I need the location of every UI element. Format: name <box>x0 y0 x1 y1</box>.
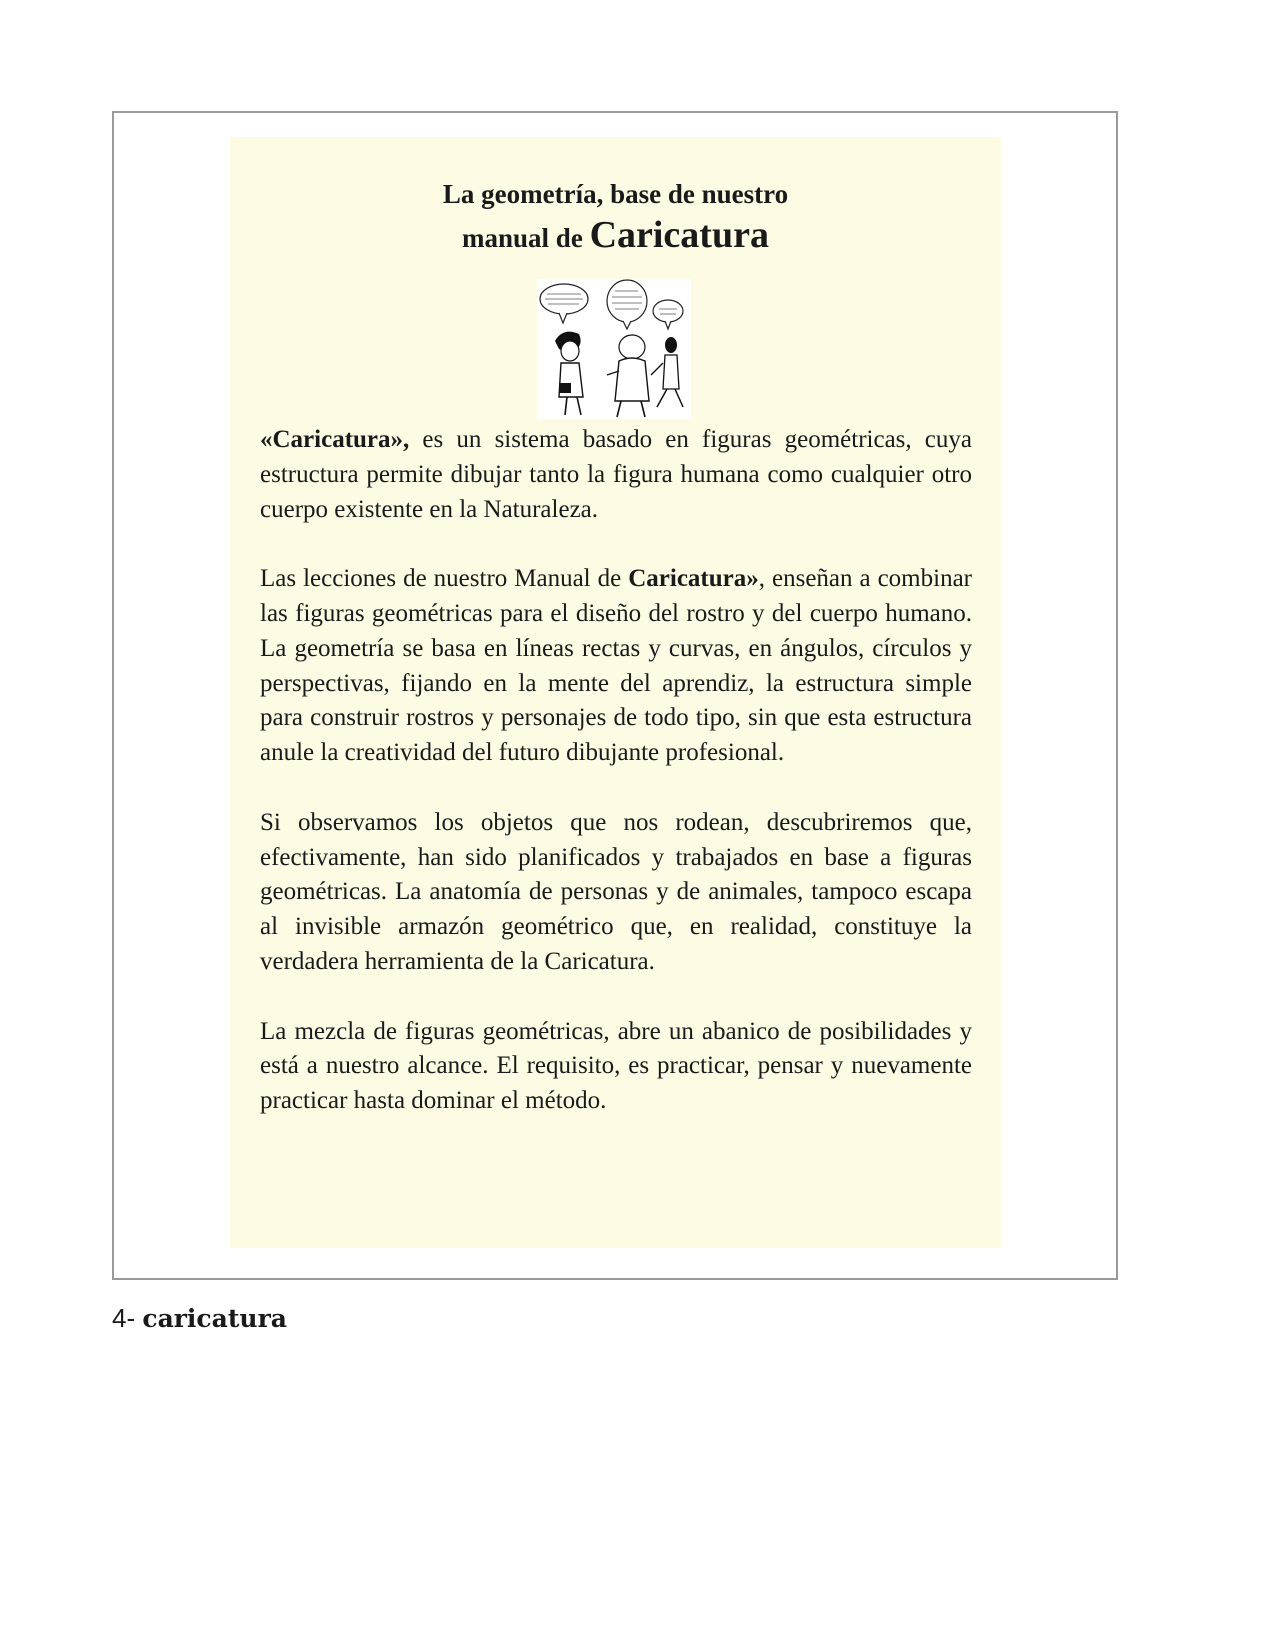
page-footer <box>112 1302 287 1335</box>
p1-text: es un sistema basado en figuras geométricas, cuya estructura permite dibujar tanto la figura humana como cualquier otro cuerpo existente en la Naturaleza. <box>260 426 972 523</box>
text-panel <box>230 137 1001 1248</box>
body-text <box>260 423 972 1154</box>
title-emphasis: Caricatura <box>589 214 769 256</box>
paragraph-4: La mezcla de figuras geométricas, abre un abanico de posibilidades y está a nuestro alcance. El requisito, es practicar, pensar y nuevamente practicar hasta dominar el método. <box>260 1017 972 1115</box>
cartoon-drawing <box>537 279 691 419</box>
p2-text: , enseñan a combinar las figuras geométricas para el diseño del rostro y del cuerpo humano. La geometría se basa en líneas rectas y curvas, en ángulos, círculos y perspectivas, fijando en la mente del aprendiz, la estructura simple para construir rostros y personajes de todo tipo, sin que esta estructura anule la creatividad del futuro dibujante profesional. <box>260 565 972 767</box>
paragraph-1 <box>260 423 972 527</box>
cartoon-illustration <box>537 279 691 419</box>
paragraph-3: Si observamos los objetos que nos rodean, descubriremos que, efectivamente, han sido planificados y trabajados en base a figuras geométricas. La anatomía de personas y de animales, tampoco escapa al invisible armazón geométrico que, en realidad, constituye la verdadera herramienta de la Caricatura. <box>260 808 972 975</box>
p2-bold: Caricatura» <box>628 565 759 593</box>
title-prefix: manual de <box>462 223 590 253</box>
footer-label: caricatura <box>142 1304 287 1333</box>
paragraph-2 <box>260 562 972 771</box>
page-number: 4- <box>112 1303 143 1333</box>
title-line-1: La geometría, base de nuestro <box>442 179 789 209</box>
p2-start: Las lecciones de nuestro Manual de <box>260 565 629 593</box>
p1-bold: «Caricatura», <box>260 426 410 453</box>
title-line-2 <box>230 213 1001 260</box>
